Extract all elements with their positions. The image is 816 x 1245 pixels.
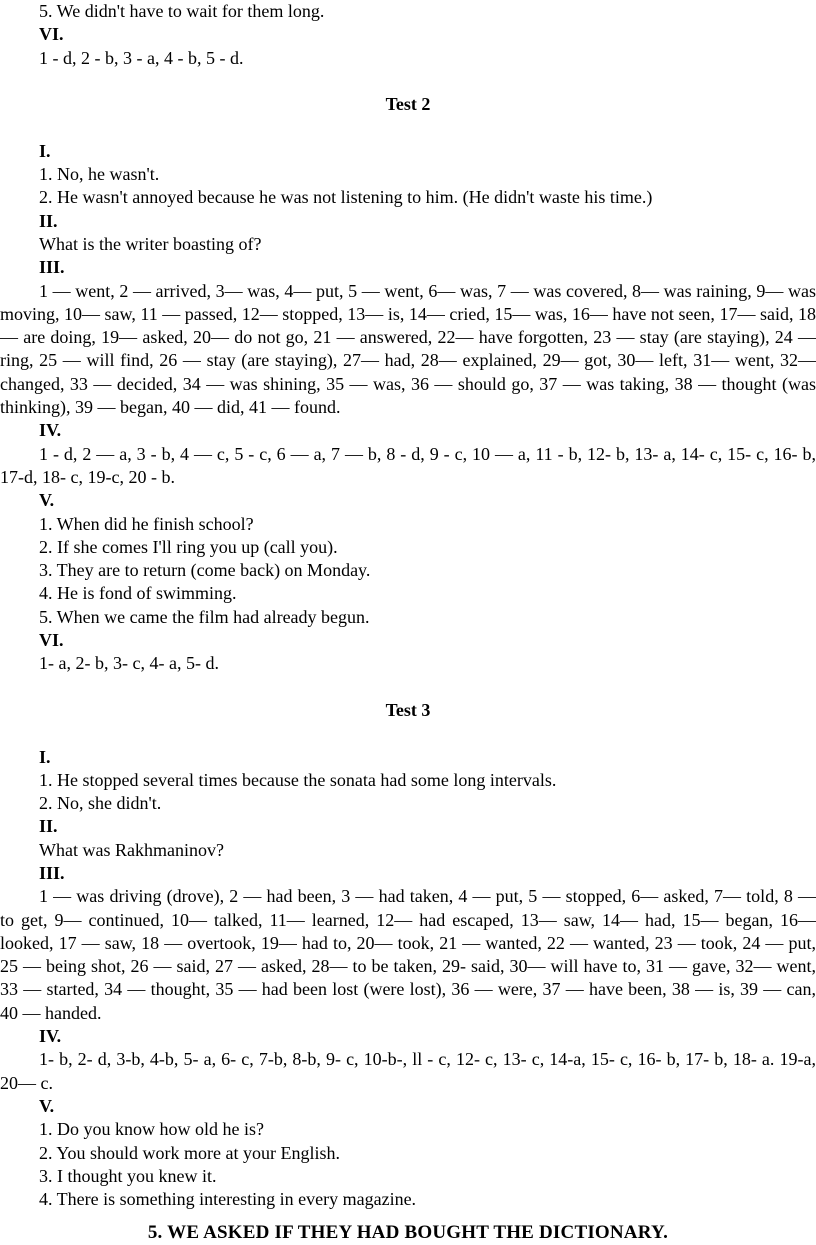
answer-line: 2. If she comes I'll ring you up (call you). <box>39 536 338 557</box>
section-heading: VI. <box>39 630 64 651</box>
answer-line: 3. They are to return (come back) on Monday. <box>39 560 371 581</box>
section-heading: V. <box>39 1095 55 1116</box>
section-heading: II. <box>39 816 58 837</box>
answer-line: 1. No, he wasn't. <box>39 164 160 185</box>
section-heading: IV. <box>39 420 62 441</box>
answer-paragraph: 1 — was driving (drove), 2 — had been, 3 — had taken, 4 — put, 5 — stopped, 6— asked, 7— told, 8 — to get, 9— continued, 10— talked, 11— learned, 12— had escaped, 13— saw, 14— had, 15— began, 16— looked, 17 — saw, 18 — overtook, 19— had to, 20— took, 21 — wanted, 22 — wanted, 23 — took, 24 — put, 25 — being shot, 26 — said, 27 — asked, 28— to be taken, 29- said, 30— will have to, 31 — gave, 32— went, 33 — started, 34 — thought, 35 — had been lost (were lost), 36 — were, 37 — have been, 38 — is, 39 — can, 40 — handed. <box>0 886 816 1023</box>
test-3-title: Test 3 <box>385 699 431 720</box>
section-heading: II. <box>39 210 58 231</box>
answer-line: 1. He stopped several times because the sonata had some long intervals. <box>39 769 557 790</box>
answer-line: 4. He is fond of swimming. <box>39 583 237 604</box>
section-heading: III. <box>39 862 65 883</box>
answer-line: 1. Do you know how old he is? <box>39 1119 264 1140</box>
answer-paragraph: 1 — went, 2 — arrived, 3— was, 4— put, 5 — went, 6— was, 7 — was covered, 8— was raining, 9— was moving, 10— saw, 11 — passed, 12— stopped, 13— is, 14— cried, 15— was, 16— have not seen, 17— said, 18— are doing, 19— asked, 20— do not go, 21 — answered, 22— have forgotten, 23 — stay (are staying), 24 — ring, 25 — will find, 26 — stay (are staying), 27— had, 28— explained, 29— got, 30— left, 31— went, 32— changed, 33 — decided, 34 — was shining, 35 — was, 36 — should go, 37 — was taking, 38 — thought (was thinking), 39 — began, 40 — did, 41 — found. <box>0 280 816 418</box>
exercise-heading: 5. WE ASKED IF THEY HAD BOUGHT THE DICTIONARY. <box>147 1222 669 1244</box>
section-heading: V. <box>39 490 55 511</box>
answer-line: 1 - d, 2 - b, 3 - a, 4 - b, 5 - d. <box>39 47 244 68</box>
answer-line: 2. He wasn't annoyed because he was not listening to him. (He didn't waste his time.) <box>39 187 653 208</box>
answer-paragraph: 1- b, 2- d, 3-b, 4-b, 5- a, 6- c, 7-b, 8-b, 9- c, 10-b-, ll - c, 12- c, 13- c, 14-a, 15- c, 16- b, 17- b, 18- a. 19-a, 20— c. <box>0 1049 816 1093</box>
answer-line: 1- a, 2- b, 3- c, 4- a, 5- d. <box>39 653 219 674</box>
section-heading: III. <box>39 257 65 278</box>
answer-line: 3. I thought you knew it. <box>39 1165 217 1186</box>
answer-line: 5. When we came the film had already begun. <box>39 606 370 627</box>
answer-paragraph: 1 - d, 2 — a, 3 - b, 4 — c, 5 - c, 6 — a, 7 — b, 8 - d, 9 - c, 10 — a, 11 - b, 12- b, 13- a, 14- c, 15- c, 16- b, 17-d, 18- c, 19-c, 20 - b. <box>0 443 816 487</box>
answer-line: What is the writer boasting of? <box>39 233 262 254</box>
answer-line: 1. When did he finish school? <box>39 513 254 534</box>
answer-line: 2. You should work more at your English. <box>39 1142 340 1163</box>
answer-line: 4. There is something interesting in every magazine. <box>39 1189 417 1210</box>
answer-line: What was Rakhmaninov? <box>39 839 224 860</box>
answer-line: 5. We didn't have to wait for them long. <box>39 1 325 21</box>
test-2-title: Test 2 <box>385 94 431 115</box>
section-heading: I. <box>39 746 51 767</box>
answer-line: 2. No, she didn't. <box>39 793 162 814</box>
section-heading: IV. <box>39 1026 62 1047</box>
section-heading: VI. <box>39 24 64 45</box>
section-heading: I. <box>39 140 51 161</box>
